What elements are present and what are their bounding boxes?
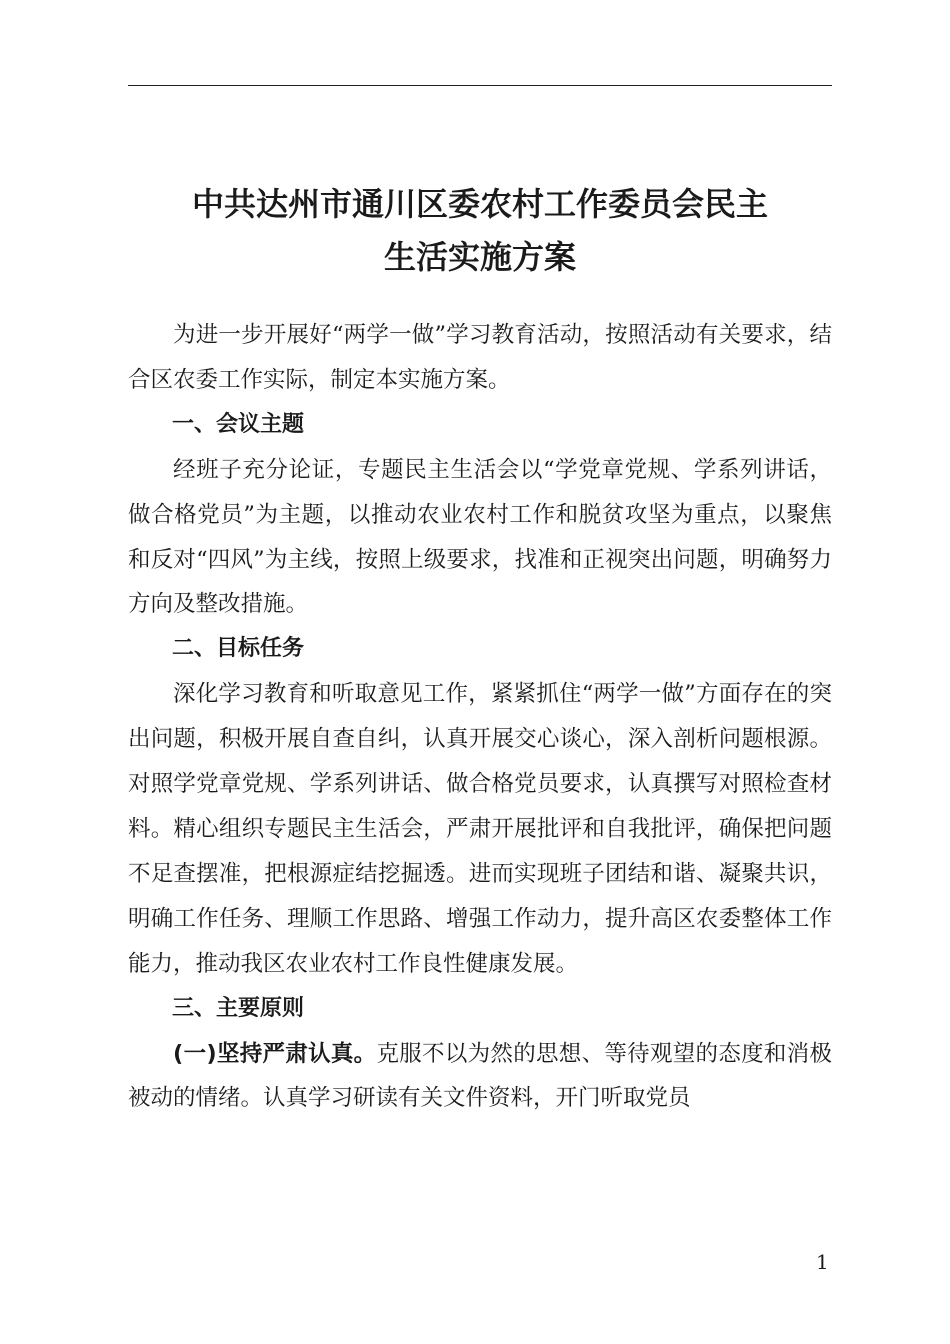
section-heading-3: 三、主要原则 [172,995,305,1021]
page-number: 1 [816,1250,829,1274]
section-heading-1: 一、会议主题 [172,411,305,437]
header-rule [128,85,832,86]
section-heading-2: 二、目标任务 [172,636,305,662]
section-body-3 [128,1032,832,1122]
document-title [128,178,832,284]
principle-lead: (一)坚持严肃认真。 [173,1040,377,1067]
document-body [128,313,832,1121]
intro-paragraph: 为进一步开展好“两学一做”学习教育活动，按照活动有关要求，结合区农委工作实际，制定本实施方案。 [128,322,832,393]
section-body-2: 深化学习教育和听取意见工作，紧紧抓住“两学一做”方面存在的突出问题，积极开展自查自纠，认真开展交心谈心，深入剖析问题根源。对照学党章党规、学系列讲话、做合格党员要求，认真撰写对照检查材料。精心组织专题民主生活会，严肃开展批评和自我批评，确保把问题不足查摆准，把根源症结挖掘透。进而实现班子团结和谐、凝聚共识，明确工作任务、理顺工作思路、增强工作动力，提升高区农委整体工作能力，推动我区农业农村工作良性健康发展。 [128,681,832,977]
title-line-1: 中共达州市通川区委农村工作委员会民主 [191,185,768,223]
principle-text: 克服不以为然的思想、等待观望的态度和消极被动的情绪。认真学习研读有关文件资料，开门听取党员 [128,1040,832,1112]
title-line-2: 生活实施方案 [383,238,576,276]
section-body-1: 经班子充分论证，专题民主生活会以“学党章党规、学系列讲话，做合格党员”为主题，以推动农业农村工作和脱贫攻坚为重点，以聚焦和反对“四风”为主线，按照上级要求，找准和正视突出问题，明确努力方向及整改措施。 [128,456,832,618]
